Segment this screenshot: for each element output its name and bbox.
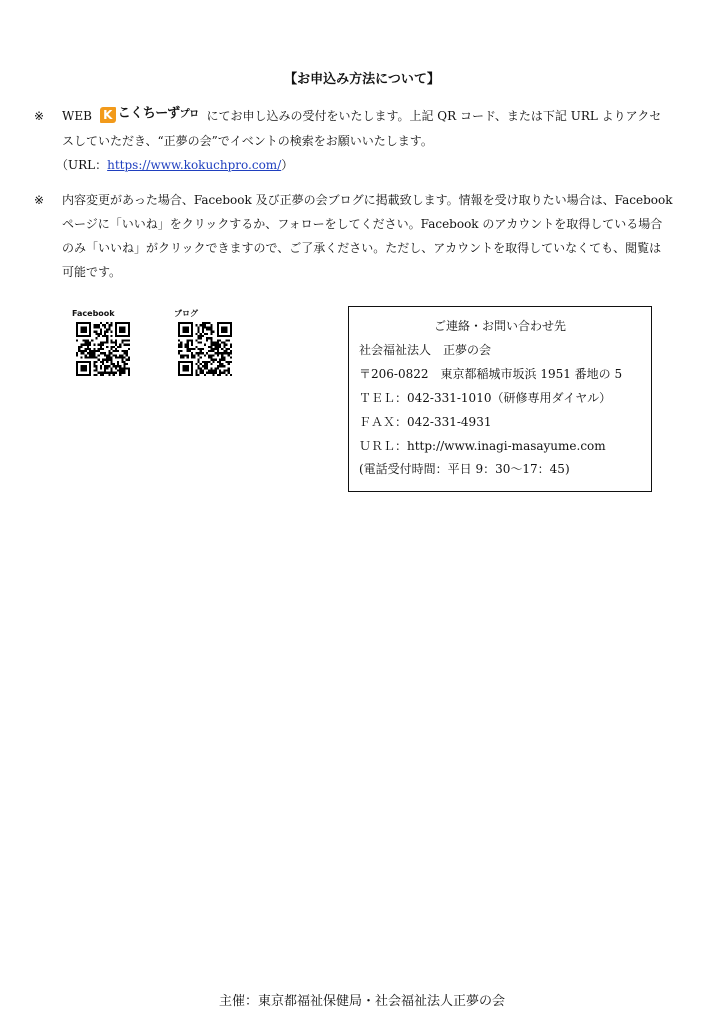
contact-address: 〒206-0822 東京都稲城市坂浜 1951 番地の 5 <box>359 367 623 381</box>
note-line: のみ「いいね」がクリックできますので、ご了承ください。ただし、アカウントを取得していなくても、閲覧は <box>62 241 662 255</box>
url-prefix: （URL： <box>56 157 108 172</box>
contact-org: 社会福祉法人 正夢の会 <box>359 343 492 357</box>
note-body <box>62 104 694 153</box>
facebook-qr-label: Facebook <box>72 309 115 318</box>
facebook-qr-block <box>70 308 130 379</box>
url-line <box>56 153 694 177</box>
facebook-qr-code[interactable] <box>76 322 130 376</box>
contact-url[interactable]: ＵＲＬ：http://www.inagi-masayume.com <box>359 439 606 453</box>
kokuchpro-link[interactable]: https://www.kokuchpro.com/ <box>107 157 282 172</box>
contact-hours: (電話受付時間：平日 9：30～17：45) <box>359 462 570 476</box>
kokuchpro-logo-mark: K <box>100 107 116 123</box>
contact-fax: ＦＡＸ：042-331-4931 <box>359 415 492 429</box>
blog-qr-block <box>172 308 232 379</box>
blog-qr-label: ブログ <box>174 309 198 318</box>
contact-box <box>348 306 652 492</box>
note-line: スしていただき、“正夢の会”でイベントの検索をお願いいたします。 <box>62 133 433 148</box>
organizer-footer: 主催：東京都福祉保健局・社会福祉法人正夢の会 <box>218 994 505 1009</box>
url-suffix: ） <box>281 157 294 172</box>
note-application <box>34 104 694 177</box>
contact-tel: ＴＥＬ：042-331-1010（研修専用ダイヤル） <box>359 391 612 405</box>
kokuchpro-logo-suffix: プロ <box>179 109 199 120</box>
note-text: にてお申し込みの受付をいたします。上記 QR コード、または下記 URL よりアクセ <box>206 109 662 123</box>
kokuchpro-logo-word: こくちーず <box>117 106 180 121</box>
note-line: 可能です。 <box>62 265 122 279</box>
blog-qr-code[interactable] <box>178 322 232 376</box>
note-line <box>62 104 694 129</box>
note-line: 内容変更があった場合、Facebook 及び正夢の会ブログに掲載致します。情報を受け取りたい場合は、Facebook <box>62 193 673 207</box>
note-mark: ※ <box>34 109 45 123</box>
kokuchpro-logo-text <box>118 102 199 127</box>
note-line: ページに「いいね」をクリックするか、フォローをしてください。Facebook のアカウントを取得している場合 <box>62 217 663 231</box>
note-updates <box>34 188 694 284</box>
note-body <box>62 188 694 284</box>
kokuchpro-logo <box>100 103 199 127</box>
contact-title: ご連絡・お問い合わせ先 <box>433 319 566 333</box>
web-label: WEB <box>62 109 92 123</box>
note-mark: ※ <box>34 193 45 207</box>
section-heading: 【お申込み方法について】 <box>284 72 440 87</box>
